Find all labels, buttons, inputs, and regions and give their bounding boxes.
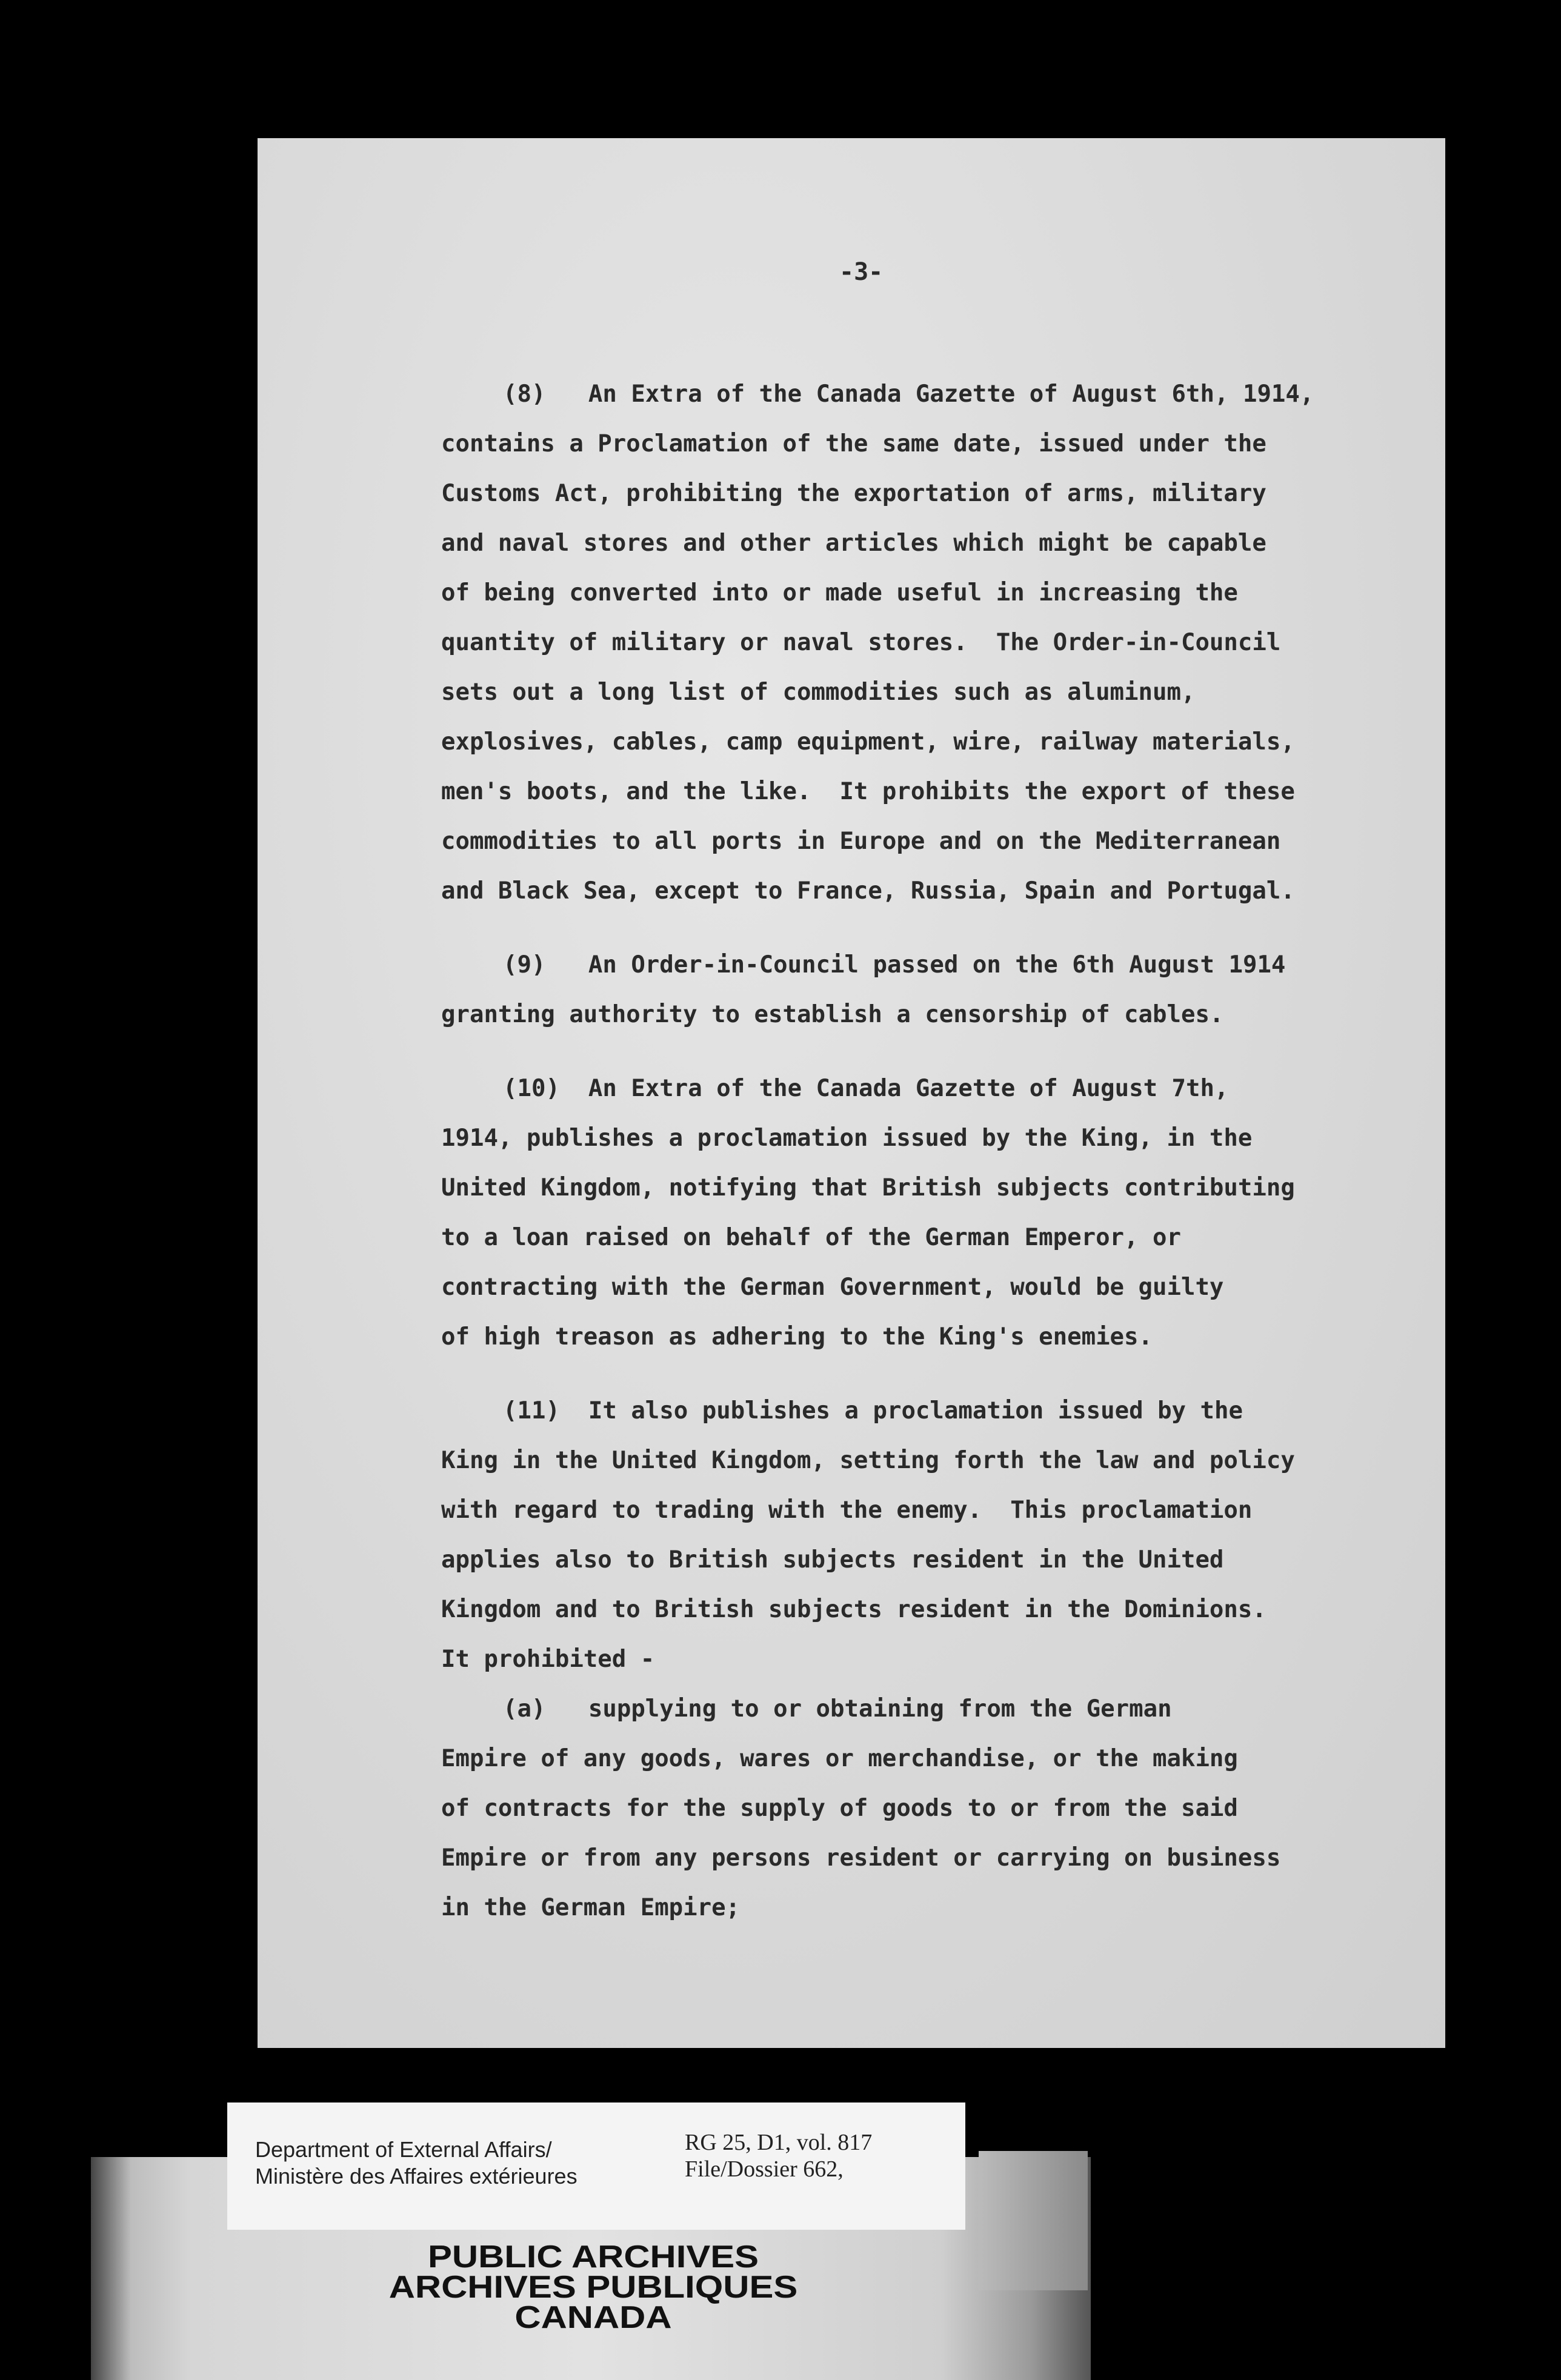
text-line: contains a Proclamation of the same date, issued under the (441, 430, 1266, 457)
text-line: sets out a long list of commodities such as aluminum, (441, 679, 1196, 706)
text-line: commodities to all ports in Europe and on the Mediterranean (441, 828, 1281, 855)
text-line: Customs Act, prohibiting the exportation of arms, military (441, 480, 1266, 507)
text-line: contracting with the German Government, would be guilty (441, 1274, 1224, 1301)
text-line: United Kingdom, notifying that British subjects contributing (441, 1174, 1295, 1202)
archive-reference-label (227, 2102, 965, 2230)
text-line: Kingdom and to British subjects resident in the Dominions. (441, 1596, 1266, 1623)
text-line: (8) An Extra of the Canada Gazette of August 6th, 1914, (503, 381, 1314, 408)
text-line: of being converted into or made useful in increasing the (441, 579, 1238, 607)
text-line: applies also to British subjects resident in the United (441, 1546, 1224, 1574)
text-line: (9) An Order-in-Council passed on the 6th August 1914 (503, 951, 1286, 979)
document-body (258, 138, 1445, 2048)
text-line: King in the United Kingdom, setting forth the law and policy (441, 1447, 1295, 1474)
text-line: quantity of military or naval stores. The Order-in-Council (441, 629, 1281, 656)
text-line: and Black Sea, except to France, Russia, Spain and Portugal. (441, 877, 1295, 905)
text-line: Empire or from any persons resident or carrying on business (441, 1844, 1281, 1872)
text-line: with regard to trading with the enemy. This proclamation (441, 1497, 1253, 1524)
text-line: men's boots, and the like. It prohibits the export of these (441, 778, 1295, 805)
stamp-line: PUBLIC ARCHIVES (428, 2239, 759, 2275)
text-line: and naval stores and other articles which might be capable (441, 530, 1266, 557)
file-reference: RG 25, D1, vol. 817 File/Dossier 662, (685, 2130, 873, 2182)
text-line: of high treason as adhering to the King's enemies. (441, 1323, 1153, 1351)
text-line: 1914, publishes a proclamation issued by the King, in the (441, 1125, 1253, 1152)
text-line: Empire of any goods, wares or merchandise, or the making (441, 1745, 1238, 1772)
page-number: -3- (839, 258, 884, 286)
department-name: Department of External Affairs/ Ministère des Affaires extérieures (255, 2137, 577, 2189)
public-archives-stamp (224, 2239, 962, 2335)
text-line: to a loan raised on behalf of the German Emperor, or (441, 1224, 1181, 1251)
text-line: granting authority to establish a censorship of cables. (441, 1001, 1224, 1028)
text-line: in the German Empire; (441, 1894, 741, 1921)
text-line: (11) It also publishes a proclamation issued by the (503, 1397, 1243, 1424)
text-line: (a) supplying to or obtaining from the German (503, 1695, 1172, 1723)
text-line: explosives, cables, camp equipment, wire, railway materials, (441, 728, 1295, 756)
text-line: (10) An Extra of the Canada Gazette of August 7th, (503, 1075, 1229, 1102)
stamp-line: CANADA (514, 2300, 672, 2335)
text-line: It prohibited - (441, 1646, 655, 1673)
text-line: of contracts for the supply of goods to or from the said (441, 1795, 1238, 1822)
stamp-line: ARCHIVES PUBLIQUES (388, 2270, 798, 2305)
document-page (258, 138, 1445, 2048)
